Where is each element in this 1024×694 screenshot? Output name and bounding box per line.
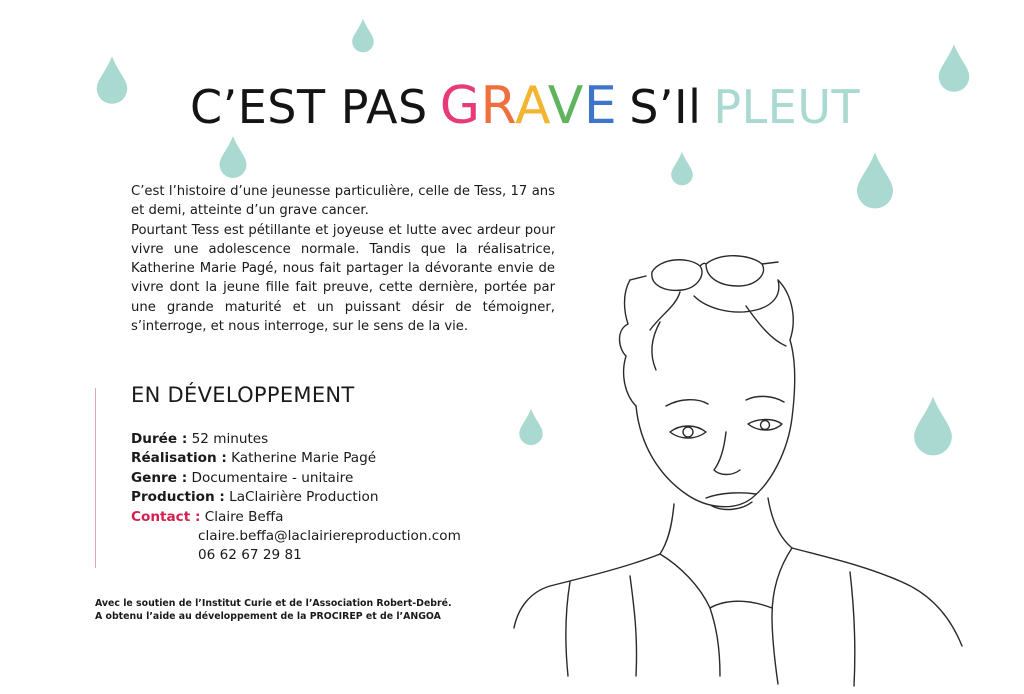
raindrop-icon [351, 18, 375, 53]
title-part-2: S’Il [629, 80, 702, 134]
credit-value: LaClairière Production [229, 489, 379, 506]
title-part-3: PLEUT [713, 80, 861, 134]
credit-value: Katherine Marie Pagé [231, 450, 377, 467]
title-grave-letter: R [480, 76, 516, 136]
raindrop-icon [937, 44, 971, 92]
credit-contact [131, 508, 461, 527]
synopsis [131, 182, 555, 336]
page-title [190, 76, 861, 136]
title-grave [440, 76, 618, 136]
contact-label: Contact : [131, 508, 201, 525]
raindrop-icon [855, 152, 895, 209]
credit-value: Documentaire - unitaire [191, 469, 354, 486]
title-grave-letter: A [515, 76, 548, 136]
credit-label: Durée : [131, 431, 188, 447]
synopsis-paragraph: C’est l’histoire d’une jeunesse particulière, celle de Tess, 17 ans et demi, atteinte d’un grave cancer. [131, 184, 555, 219]
title-grave-letter: E [583, 76, 618, 136]
raindrop-icon [218, 136, 248, 178]
raindrop-icon [670, 151, 694, 186]
title-grave-letter: G [439, 76, 481, 136]
portrait-illustration [510, 236, 1020, 694]
synopsis-paragraph: Pourtant Tess est pétillante et joyeuse et lutte avec ardeur pour vivre une adolescence normale. Tandis que la réalisatrice, Katherine Marie Pagé, nous fait partager la dévorante envie de vivre dont la jeune fille fait preuve, cette dernière, portée par une grande maturité et un puissant désir de témoigner, s’interroge, et nous interroge, sur le sens de la vie. [131, 222, 555, 335]
support-line: Avec le soutien de l’Institut Curie et de l’Association Robert-Debré. [95, 598, 452, 609]
contact-name: Claire Beffa [204, 508, 284, 525]
vertical-rule [95, 388, 96, 568]
credit-label: Production : [131, 489, 225, 506]
contact-phone: 06 62 67 29 81 [198, 547, 302, 564]
contact-email[interactable]: claire.beffa@laclairiereproduction.com [198, 528, 461, 545]
credit-production [131, 488, 461, 507]
title-part-1: C’EST PAS [190, 80, 428, 134]
title-grave-letter: V [547, 76, 584, 136]
credit-genre [131, 469, 461, 488]
credit-realisation [131, 449, 461, 468]
credits-list [131, 430, 461, 566]
credit-label: Genre : [131, 469, 188, 486]
credit-label: Réalisation : [131, 450, 227, 467]
section-heading: EN DÉVELOPPEMENT [131, 383, 355, 407]
credit-value: 52 minutes [191, 431, 269, 447]
support-line: A obtenu l’aide au développement de la PROCIREP et de l’ANGOA [95, 610, 441, 622]
support-notice [95, 598, 452, 624]
credit-duree [131, 430, 461, 449]
raindrop-icon [95, 56, 129, 104]
